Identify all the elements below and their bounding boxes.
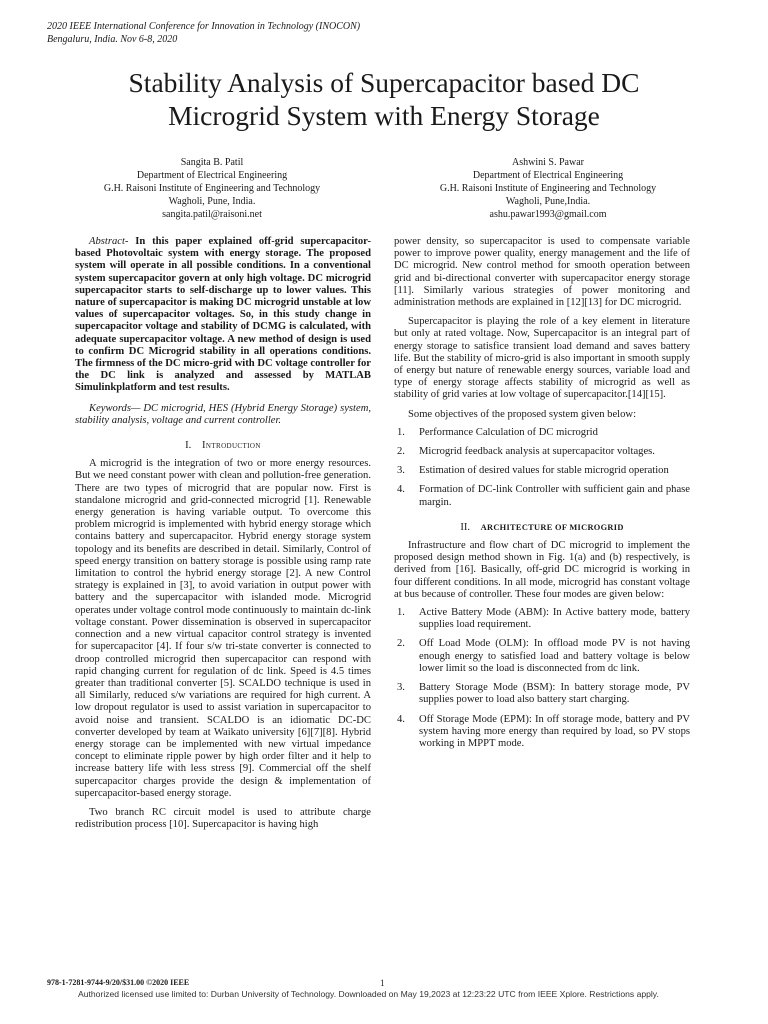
section-heading-architecture xyxy=(394,522,690,534)
list-item: 1. Performance Calculation of DC microgrid xyxy=(397,426,598,438)
paper-title-line-2: Microgrid System with Energy Storage xyxy=(168,100,600,131)
list-item: 3. Estimation of desired values for stable microgrid operation xyxy=(397,465,669,477)
author-city: Wagholi, Pune,India. xyxy=(505,196,591,207)
right-paragraph-1: power density, so supercapacitor is used to compensate variable power to improve power quality, energy management and the life of DC microgrid. New control method for smooth operation between grid and bi-directional converter with supercapacitor energy storage [11]. Similarly various strategies of power monitoring and administration methods are explained in [12][13] for DC microgrid. xyxy=(394,236,690,309)
section-title: Introduction xyxy=(201,440,261,452)
keywords: Keywords— DC microgrid, HES (Hybrid Energy Storage) system, stability analysis, voltage and current controller. xyxy=(75,402,371,426)
author-name: Sangita B. Patil xyxy=(180,157,244,168)
license-notice: Authorized licensed use limited to: Durban University of Technology. Downloaded on May 19,2023 at 12:23:22 UTC from IEEE Xplore. Restrictions apply. xyxy=(78,989,659,999)
list-item: 2. Off Load Mode (OLM): In offload mode PV is not having enough energy to satisfied load and battery voltage is below lower limit so the load is disconnected from dc link. xyxy=(397,638,690,674)
page-number: 1 xyxy=(380,978,385,988)
author-email[interactable]: sangita.patil@raisoni.net xyxy=(162,209,262,220)
author-institute: G.H. Raisoni Institute of Engineering and Technology xyxy=(103,183,321,194)
author-institute: G.H. Raisoni Institute of Engineering and Technology xyxy=(439,183,657,194)
author-name: Ashwini S. Pawar xyxy=(512,157,584,168)
architecture-paragraph: Infrastructure and flow chart of DC microgrid to implement the proposed design method shown in Fig. 1(a) and (b) respectively, is derived from [16]. Basically, off-grid DC microgrid is working in four different conditions. In all mode, microgrid has constant voltage at bus because of controller. These four modes are given below: xyxy=(394,540,690,600)
conference-header xyxy=(47,20,360,46)
section-number: II. xyxy=(460,521,471,533)
paper-title-line-1: Stability Analysis of Supercapacitor based DC xyxy=(128,67,640,98)
intro-paragraph-1: A microgrid is the integration of two or more energy resources. But we need constant power with clean and pollution-free generation. There are two types of microgrid that are popular now. First is standalone microgrid and grid-connected microgrid [1]. Renewable energy generation is having variable output. To overcome this problem microgrid is implemented with hybrid energy storage which contains battery and supercapacitor. Hybrid energy storage system topology and its benefits are described in detail. Similarly, Control of speed energy transition on battery storage is possible using ramp rate limitation to control the hybrid energy storage [2]. A new Control strategy is explained in [3], to avoid variation in output power with battery and the supercapacitor with islanded mode. Microgrid operates under voltage control mode continuously to maintain dc-link voltage constant. Power dissemination is observed in supercapacitor connection and a new virtual capacitor control strategy is invented for supercapacitor [4]. If four s/w tri-state converter is connected to droop controlled microgrid then supercapacitor can respond with rapid changing current for regulation of dc link. Speed is 4.5 times greater than traditional converter [5]. SCALDO technique is used in all Similarly, reduced s/w variations are required for high current. A low dropout regulator is used to assist variation in supercapacitor to avoid noise and transient. SCALDO is an idiomatic DC-DC converter developed by team at Waikato university [6][7][8]. Hybrid energy storage can be implemented with new virtual impedance concept to eliminate ripple power by high order filter and it help to increase battery life with less stress [9]. Commercial off the shelf supercapacitor charges provide the design & implementation of supercapacitor-based energy storage. xyxy=(75,458,371,799)
section-number: I. xyxy=(185,440,192,452)
list-item: 4. Off Storage Mode (EPM): In off storage mode, battery and PV system having more energy than required by load, so PV stops working in MPPT mode. xyxy=(397,713,690,749)
objectives-intro: Some objectives of the proposed system given below: xyxy=(408,408,637,420)
modes-list xyxy=(394,607,690,750)
author-department: Department of Electrical Engineering xyxy=(136,170,288,181)
list-item: 4. Formation of DC-link Controller with sufficient gain and phase margin. xyxy=(397,484,690,508)
list-item: 3. Battery Storage Mode (BSM): In battery storage mode, PV supplies power to load also battery start charging. xyxy=(397,682,690,706)
abstract-label: Abstract- xyxy=(89,236,129,247)
section-heading-introduction xyxy=(75,440,371,452)
objectives-list xyxy=(394,427,690,509)
author-city: Wagholi, Pune, India. xyxy=(168,196,256,207)
conference-location: Bengaluru, India. Nov 6-8, 2020 xyxy=(47,34,178,45)
right-paragraph-2: Supercapacitor is playing the role of a key element in literature but only at rated voltage. Now, Supercapacitor is an integral part of energy storage to satisfice transient load demand and saves battery life. But the stability of micro-grid is also important in smooth supply of energy but nature of renewable energy sources, variable load and type of energy storage affects stability of microgrid as well as stability of grid varies at low voltage of supercapacitor.[14][15]. xyxy=(394,316,690,401)
author-department: Department of Electrical Engineering xyxy=(472,170,624,181)
abstract-text: In this paper explained off-grid supercapacitor-based Photovoltaic system with energy storage. The proposed system will operate in all possible conditions. In a conventional system supercapacitor govern at only high voltage. DC microgrid supercapacitor starts to self-discharge up to lower values. This nature of supercapacitor is making DC microgrid unstable at low values of supercapacitor voltages. So, in this study change in supercapacitor voltage and stability of DCMG is calculated, with adequate supercapacitor voltage. A new method of design is used to confirm DC Microgrid stability in all operations conditions. The firmness of the DC micro-grid with DC voltage controller for the DC link is analyzed and assessed by MATLAB Simulinkplatform and test results. xyxy=(75,236,371,394)
section-title: ARCHITECTURE OF MICROGRID xyxy=(480,522,624,532)
right-column xyxy=(394,236,690,757)
paper-title xyxy=(40,66,728,132)
abstract xyxy=(75,236,371,395)
conference-name: 2020 IEEE International Conference for Innovation in Technology (INOCON) xyxy=(47,21,361,32)
copyright-notice: 978-1-7281-9744-9/20/$31.00 ©2020 IEEE xyxy=(47,978,190,987)
list-item: 1. Active Battery Mode (ABM): In Active battery mode, battery supplies load requirement. xyxy=(397,607,690,631)
author-block-2 xyxy=(383,156,713,221)
left-column xyxy=(75,236,371,831)
intro-paragraph-2: Two branch RC circuit model is used to attribute charge redistribution process [10]. Supercapacitor is having high xyxy=(75,806,371,831)
list-item: 2. Microgrid feedback analysis at supercapacitor voltages. xyxy=(397,446,655,458)
author-block-1 xyxy=(47,156,377,221)
author-email[interactable]: ashu.pawar1993@gmail.com xyxy=(489,209,607,220)
